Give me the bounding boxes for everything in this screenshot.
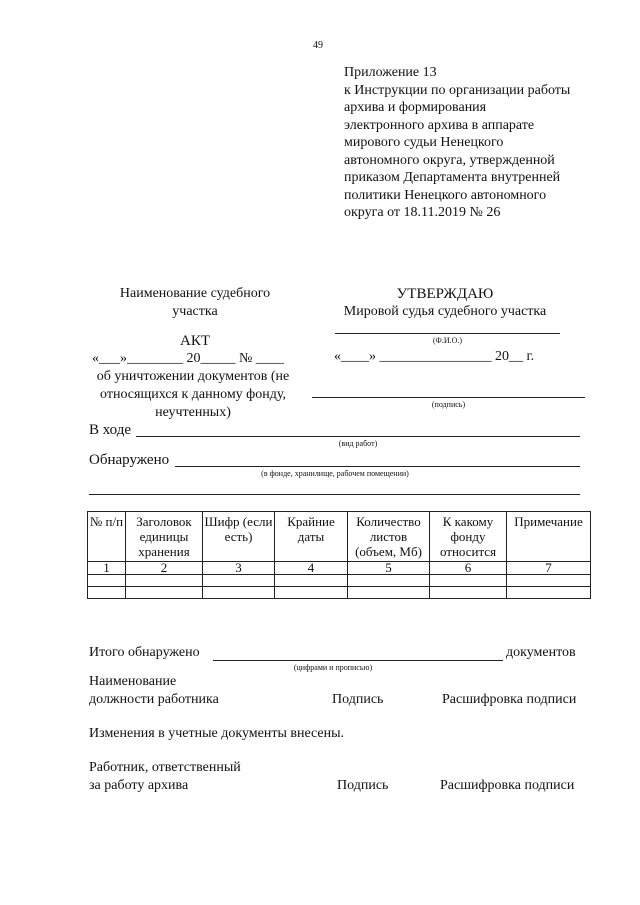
- changes-text: Изменения в учетные документы внесены.: [89, 726, 345, 741]
- appendix-block: [344, 64, 570, 222]
- appendix-line: автономного округа, утвержденной: [344, 152, 555, 168]
- table-cell: [88, 587, 126, 599]
- fio-line: [335, 333, 560, 334]
- total-label: Итого обнаружено: [89, 645, 200, 660]
- table-header-cell: Крайние даты: [275, 512, 348, 562]
- act-title: АКТ: [180, 333, 210, 349]
- position-label-line2: должности работника: [89, 692, 219, 707]
- found-label: Обнаружено: [89, 452, 170, 468]
- table-cell: [507, 587, 591, 599]
- appendix-line: к Инструкции по организации работы: [344, 82, 571, 98]
- archive-worker-line1: Работник, ответственный: [89, 760, 241, 775]
- table-cell: 4: [275, 562, 348, 575]
- appendix-line: электронного архива в аппарате: [344, 117, 535, 133]
- table-cell: [507, 575, 591, 587]
- table-header-row: [88, 512, 591, 562]
- documents-table: [87, 511, 591, 599]
- during-label: В ходе: [89, 422, 132, 438]
- signature-decode-label-2: Расшифровка подписи: [440, 778, 575, 793]
- table-header-cell: Примечание: [507, 512, 591, 562]
- signature-label-2: Подпись: [337, 778, 389, 793]
- total-suffix: документов: [506, 645, 576, 660]
- table-cell: [430, 575, 507, 587]
- fio-caption: (Ф.И.О.): [432, 336, 463, 345]
- table-cell: [203, 587, 275, 599]
- appendix-line: Приложение 13: [344, 65, 437, 80]
- table-header-cell: Заголовок единицы хранения: [126, 512, 203, 562]
- table-cell: 3: [203, 562, 275, 575]
- position-label-line1: Наименование: [89, 674, 177, 689]
- page-number: 49: [313, 40, 323, 51]
- table-cell: [88, 575, 126, 587]
- archive-worker-line2: за работу архива: [89, 778, 189, 793]
- during-caption: (вид работ): [338, 439, 378, 448]
- signature-label: Подпись: [332, 692, 384, 707]
- signature-decode-label: Расшифровка подписи: [442, 692, 577, 707]
- appendix-line: округа от 18.11.2019 № 26: [344, 205, 501, 220]
- table-cell: [275, 575, 348, 587]
- table-cell: 5: [348, 562, 430, 575]
- table-cell: [126, 587, 203, 599]
- table-cell: 1: [88, 562, 126, 575]
- table-header-cell: Количество листов (объем, Мб): [348, 512, 430, 562]
- total-line: [213, 660, 503, 661]
- act-description-line2: относящихся к данному фонду,: [100, 387, 286, 402]
- table-cell: [203, 575, 275, 587]
- act-description-line1: об уничтожении документов (не: [96, 369, 290, 384]
- found-line: [175, 466, 580, 467]
- act-description-line3: неучтенных): [155, 405, 231, 420]
- table-cell: 2: [126, 562, 203, 575]
- table-header-cell: Шифр (если есть): [203, 512, 275, 562]
- table-header-cell: К какому фонду относится: [430, 512, 507, 562]
- table-cell: [348, 575, 430, 587]
- signature-line: [312, 397, 585, 398]
- appendix-line: архива и формирования: [344, 100, 487, 115]
- during-line: [136, 436, 580, 437]
- approve-title: УТВЕРЖДАЮ: [396, 286, 494, 302]
- approve-subtitle: Мировой судья судебного участка: [343, 304, 547, 319]
- court-name-line2: участка: [172, 304, 218, 319]
- found-line-2: [89, 494, 580, 495]
- table-cell: [430, 587, 507, 599]
- table-number-row: [88, 562, 591, 575]
- table-cell: 7: [507, 562, 591, 575]
- total-caption: (цифрами и прописью): [293, 663, 373, 672]
- table-cell: [348, 587, 430, 599]
- table-row: [88, 575, 591, 587]
- table-cell: 6: [430, 562, 507, 575]
- act-date-number: «___»________ 20_____ № ____: [92, 351, 284, 366]
- appendix-line: политики Ненецкого автономного: [344, 187, 547, 203]
- appendix-line: мирового судьи Ненецкого: [344, 135, 504, 150]
- court-name-line1: Наименование судебного: [119, 286, 271, 301]
- table-header-cell: № п/п: [88, 512, 126, 562]
- table-cell: [126, 575, 203, 587]
- appendix-line: приказом Департамента внутренней: [344, 170, 561, 185]
- approve-date-line: «____» ________________ 20__ г.: [334, 349, 535, 364]
- table-cell: [275, 587, 348, 599]
- signature-caption: (подпись): [431, 400, 466, 409]
- found-caption: (в фонде, хранилище, рабочем помещении): [261, 469, 409, 478]
- table-row: [88, 587, 591, 599]
